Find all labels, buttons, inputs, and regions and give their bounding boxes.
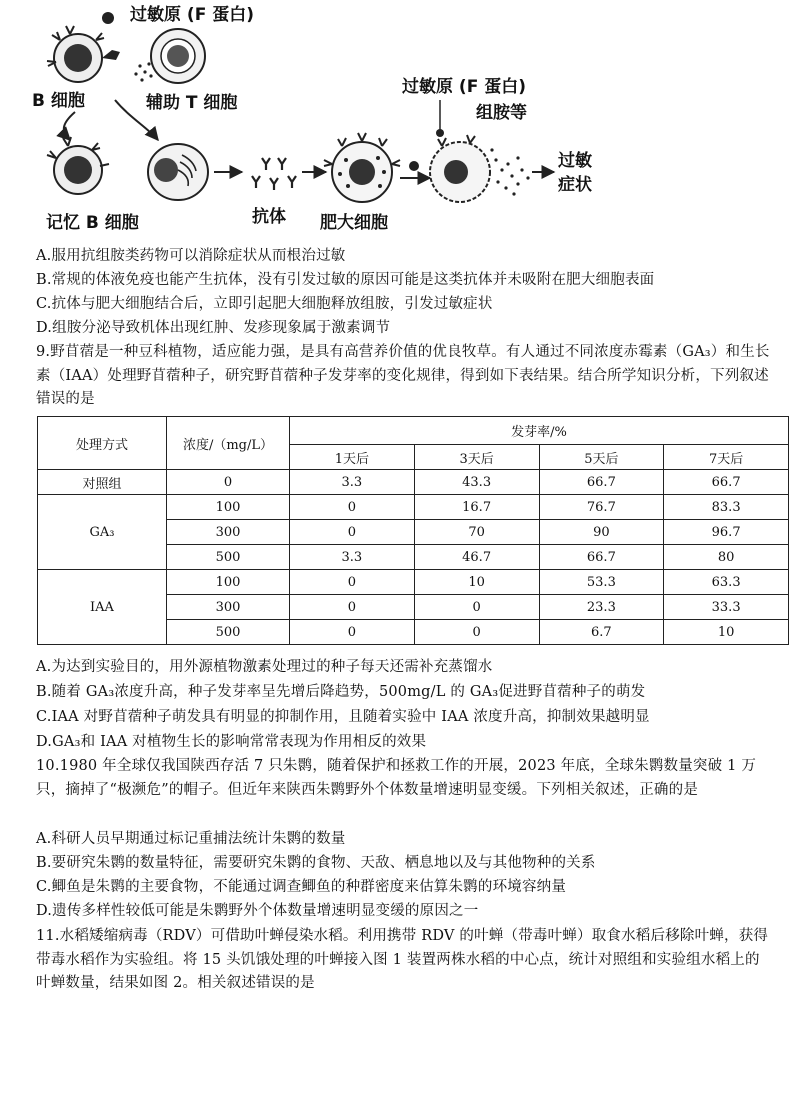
cell-value: 3.3 [290, 470, 415, 495]
cell-value: 43.3 [414, 470, 539, 495]
table-row [38, 570, 789, 595]
cell-conc: 500 [167, 620, 290, 645]
allergy-mechanism-diagram [30, 0, 650, 242]
cell-conc: 300 [167, 520, 290, 545]
cell-conc: 100 [167, 570, 290, 595]
germination-rate-table [37, 416, 789, 645]
cell-conc: 0 [167, 470, 290, 495]
label-allergen-top: 过敏原 (F 蛋白) [130, 5, 254, 25]
q9-stem: 9.野苜蓿是一种豆科植物，适应能力强，是具有高营养价值的优良牧草。有人通过不同浓度赤霉素（GA₃）和生长素（IAA）处理野苜蓿种子，研究野苜蓿种子发芽率的变化规律，得到如下表结果。结合所学知识分析，下列叙述错误的是 [36, 344, 770, 407]
cell-method: IAA [38, 570, 167, 645]
cell-value: 23.3 [539, 595, 664, 620]
cell-value: 16.7 [414, 495, 539, 520]
q9-option-d: D.GA₃和 IAA 对植物生长的影响常常表现为作用相反的效果 [36, 734, 427, 750]
cell-value: 0 [290, 570, 415, 595]
table-header-row [38, 417, 789, 445]
cell-conc: 100 [167, 495, 290, 520]
col-conc: 浓度/（mg/L） [167, 417, 290, 470]
q10-option-b: B.要研究朱鹮的数量特征，需要研究朱鹮的食物、天敌、栖息地以及与其他物种的关系 [36, 855, 596, 871]
cell-value: 0 [414, 620, 539, 645]
cell-method: GA₃ [38, 495, 167, 570]
allergen-particle-icon [102, 12, 114, 24]
col-method: 处理方式 [38, 417, 167, 470]
label-helper-t: 辅助 T 细胞 [146, 93, 238, 113]
q10-stem: 10.1980 年全球仅我国陕西存活 7 只朱鹮，随着保护和拯救工作的开展，2023 年底，全球朱鹮数量突破 1 万只，摘掉了“极濒危”的帽子。但近年来陕西朱鹮野外个体数量增速明显变缓。下列相关叙述，正确的是 [36, 758, 757, 798]
cell-value: 0 [414, 595, 539, 620]
cell-value: 10 [414, 570, 539, 595]
cell-value: 0 [290, 520, 415, 545]
cell-value: 3.3 [290, 545, 415, 570]
q9-option-b: B.随着 GA₃浓度升高，种子发芽率呈先增后降趋势，500mg/L 的 GA₃促进野苜蓿种子的萌发 [36, 684, 646, 700]
table-row [38, 470, 789, 495]
helper-t-cell-icon [134, 29, 205, 83]
cell-conc: 500 [167, 545, 290, 570]
degranulating-mast-cell-icon [430, 135, 530, 202]
cell-value: 70 [414, 520, 539, 545]
col-day: 3天后 [414, 445, 539, 470]
cell-method: 对照组 [38, 470, 167, 495]
cell-value: 83.3 [664, 495, 789, 520]
cell-value: 66.7 [539, 545, 664, 570]
cell-value: 0 [290, 595, 415, 620]
col-rate: 发芽率/% [290, 417, 789, 445]
cell-value: 76.7 [539, 495, 664, 520]
cell-value: 66.7 [664, 470, 789, 495]
label-mast-cell: 肥大细胞 [320, 213, 388, 233]
mast-cell-icon [324, 133, 400, 202]
allergen-dot-icon [409, 161, 419, 171]
label-symptom-1: 过敏 [558, 151, 592, 171]
allergen-bound-icon [436, 129, 444, 137]
q10-option-d: D.遗传多样性较低可能是朱鹮野外个体数量增速明显变缓的原因之一 [36, 903, 479, 919]
b-cell-icon [47, 26, 120, 82]
col-day: 1天后 [290, 445, 415, 470]
label-symptom-2: 症状 [558, 175, 592, 195]
q9-option-c: C.IAA 对野苜蓿种子萌发具有明显的抑制作用，且随着实验中 IAA 浓度升高，抑制效果越明显 [36, 709, 650, 725]
table-row [38, 495, 789, 520]
label-allergen-right: 过敏原 (F 蛋白) [402, 77, 526, 97]
memory-b-cell-icon [47, 137, 109, 194]
q10-option-a: A.科研人员早期通过标记重捕法统计朱鹮的数量 [36, 831, 346, 847]
cell-value: 63.3 [664, 570, 789, 595]
cell-value: 6.7 [539, 620, 664, 645]
antibody-icons [252, 158, 296, 190]
cell-value: 0 [290, 495, 415, 520]
cell-value: 53.3 [539, 570, 664, 595]
q8-option-a: A.服用抗组胺类药物可以消除症状从而根治过敏 [36, 248, 346, 264]
label-b-cell: B 细胞 [32, 91, 85, 111]
cell-conc: 300 [167, 595, 290, 620]
cell-value: 90 [539, 520, 664, 545]
plasma-cell-icon [148, 144, 208, 200]
q9-option-a: A.为达到实验目的，用外源植物激素处理过的种子每天还需补充蒸馏水 [36, 659, 493, 675]
col-day: 5天后 [539, 445, 664, 470]
label-antibody: 抗体 [252, 207, 286, 227]
cell-value: 96.7 [664, 520, 789, 545]
q8-option-b: B.常规的体液免疫也能产生抗体，没有引发过敏的原因可能是这类抗体并未吸附在肥大细胞表面 [36, 272, 655, 288]
cell-value: 66.7 [539, 470, 664, 495]
cell-value: 10 [664, 620, 789, 645]
label-memory-b: 记忆 B 细胞 [46, 213, 139, 233]
q10-option-c: C.鲫鱼是朱鹮的主要食物，不能通过调查鲫鱼的种群密度来估算朱鹮的环境容纳量 [36, 879, 567, 895]
cell-value: 46.7 [414, 545, 539, 570]
label-histamine: 组胺等 [476, 103, 527, 123]
col-day: 7天后 [664, 445, 789, 470]
cell-value: 0 [290, 620, 415, 645]
cell-value: 33.3 [664, 595, 789, 620]
cell-value: 80 [664, 545, 789, 570]
q8-option-c: C.抗体与肥大细胞结合后，立即引起肥大细胞释放组胺，引发过敏症状 [36, 296, 493, 312]
q8-option-d: D.组胺分泌导致机体出现红肿、发疹现象属于激素调节 [36, 320, 391, 336]
q11-stem: 11.水稻矮缩病毒（RDV）可借助叶蝉侵染水稻。利用携带 RDV 的叶蝉（带毒叶蝉）取食水稻后移除叶蝉，获得带毒水稻作为实验组。将 15 头饥饿处理的叶蝉接入图 1 装置两株水稻的中心点，统计对照组和实验组水稻上的叶蝉数量，结果如图 2。相关叙述错误的是 [36, 928, 769, 991]
